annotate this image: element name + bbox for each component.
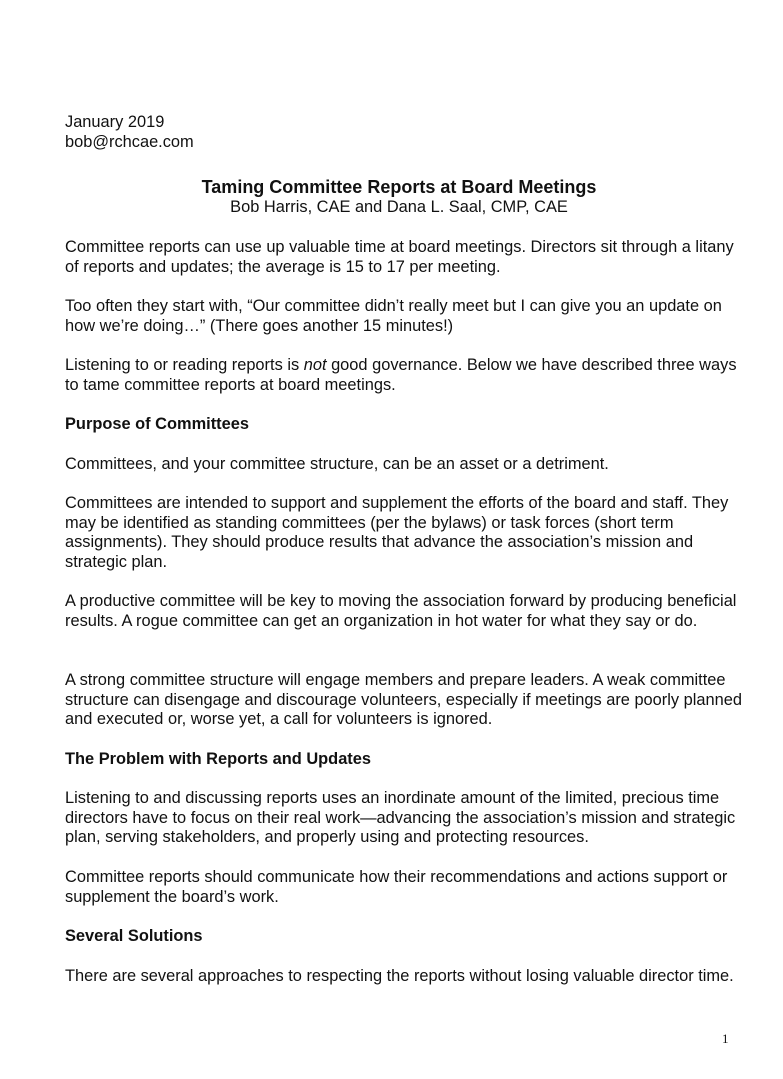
problem-paragraph-2: Committee reports should communicate how their recommendations and actions support or supplement the board’s work.	[65, 868, 728, 906]
section-heading-problem: The Problem with Reports and Updates	[65, 750, 371, 768]
intro-p3-before: Listening to or reading reports is	[65, 356, 304, 374]
section-heading-purpose: Purpose of Committees	[65, 415, 249, 433]
section-heading-solutions: Several Solutions	[65, 927, 203, 945]
intro-p3-after: good governance. Below we have described three ways to tame committee reports at board meetings.	[65, 356, 737, 394]
intro-p3-emphasis: not	[303, 356, 327, 374]
problem-paragraph-1: Listening to and discussing reports uses an inordinate amount of the limited, precious time directors have to focus on their real work—advancing the association’s mission and strategic plan, serving stakeholders, and properly using and protecting resources.	[65, 789, 736, 847]
author-email: bob@rchcae.com	[65, 132, 194, 151]
page-number: 1	[722, 1031, 729, 1046]
intro-paragraph-1: Committee reports can use up valuable time at board meetings. Directors sit through a litany of reports and updates; the average is 15 to 17 per meeting.	[65, 238, 734, 276]
purpose-paragraph-3: A productive committee will be key to moving the association forward by producing beneficial results. A rogue committee can get an organization in hot water for what they say or do.	[65, 592, 737, 630]
purpose-paragraph-2: Committees are intended to support and supplement the efforts of the board and staff. They may be identified as standing committees (per the bylaws) or task forces (short term assignments). They should produce results that advance the association’s mission and strategic plan.	[65, 494, 729, 572]
header-block	[65, 113, 745, 152]
document-date: January 2019	[65, 113, 165, 131]
intro-paragraph-2: Too often they start with, “Our committee didn’t really meet but I can give you an update on how we’re doing…” (There goes another 15 minutes!)	[65, 297, 722, 335]
purpose-paragraph-4: A strong committee structure will engage members and prepare leaders. A weak committee structure can disengage and discourage volunteers, especially if meetings are poorly planned and executed or, worse yet, a call for volunteers is ignored.	[65, 671, 742, 729]
document-authors: Bob Harris, CAE and Dana L. Saal, CMP, CAE	[230, 198, 568, 216]
intro-paragraph-3	[65, 356, 745, 395]
document-title: Taming Committee Reports at Board Meetings	[201, 177, 597, 197]
purpose-paragraph-1: Committees, and your committee structure, can be an asset or a detriment.	[65, 455, 609, 473]
solutions-paragraph-1: There are several approaches to respecting the reports without losing valuable director time.	[65, 967, 734, 985]
